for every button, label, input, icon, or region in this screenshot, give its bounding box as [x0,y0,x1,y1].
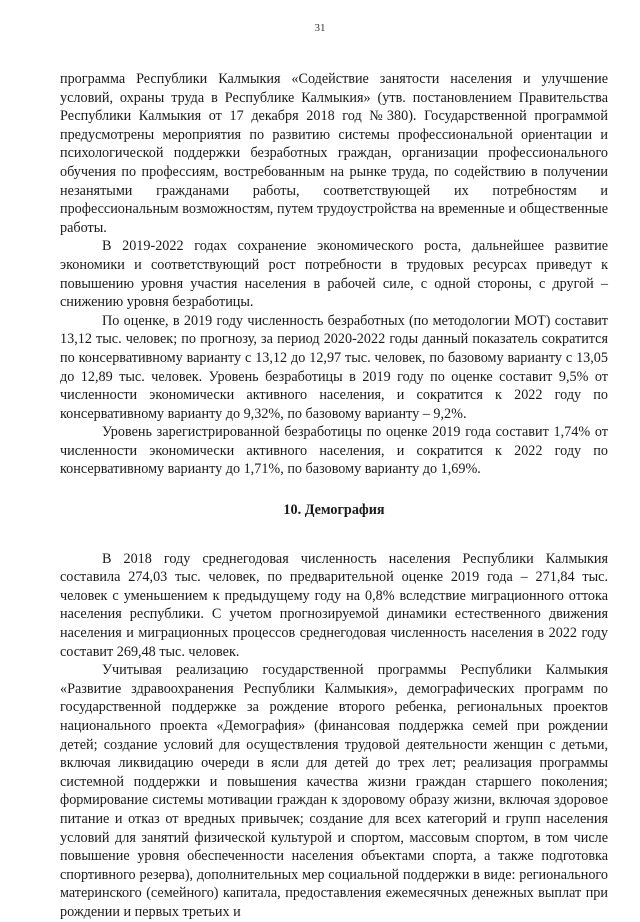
document-body [60,70,608,922]
section-heading-demography: 10. Демография [283,502,385,519]
paragraph-population: В 2018 году среднегодовая численность населения Республики Калмыкия составила 274,03 тыс. человек, по предварительной оценке 2019 года – 271,84 тыс. человек с уменьшением к предыдущему году на 0,8% вследствие миграционного оттока населения республики. С учетом прогнозируемой динамики естественного движения населения и миграционных процессов среднегодовая численность населения в 2022 году составит 269,48 тыс. человек. [60,550,608,660]
page-number: 31 [314,22,326,34]
paragraph-program-continuation: программа Республики Калмыкия «Содействие занятости населения и улучшение условий, охраны труда в Республике Калмыкия» (утв. постановлением Правительства Республики Калмыкия от 17 декабря 2018 год №380). Государственной программой предусмотрены мероприятия по развитию системы профессиональной ориентации и психологической поддержки безработных граждан, организации профессионального обучения по профессиям, востребованным на рынке труда, по содействию в получении незанятыми гражданами работы, соответствующей их потребностям и профессиональным возможностям, путем трудоустройства на временные и общественные работы. [60,71,608,236]
paragraph-registered-unemployment: Уровень зарегистрированной безработицы по оценке 2019 года составит 1,74% от численности экономически активного населения, и сократится к 2022 году по консервативному варианту до 1,71%, по базовому варианту до 1,69%. [60,424,608,478]
paragraph-demographic-programs: Учитывая реализацию государственной программы Республики Калмыкия «Развитие здравоохранения Республики Калмыкия», демографических программ по государственной поддержке за рождение второго ребенка, региональных проектов национального проекта «Демография» (финансовая поддержка семей при рождении детей; создание условий для осуществления трудовой деятельности женщин с детьми, включая ликвидацию очереди в ясли для детей до трех лет; реализация программы системной поддержки и повышения качества жизни граждан старшего поколения; формирование системы мотивации граждан к здоровому образу жизни, включая здоровое питание и отказ от вредных привычек; создание для всех категорий и групп населения условий для занятий физической культурой и спортом, массовым спортом, в том числе повышение уровня обеспеченности населения объектами спорта, а также подготовка спортивного резерва), дополнительных мер социальной поддержки в виде: регионального материнского (семейного) капитала, предоставления ежемесячных денежных выплат при рождении и первых третьих и [60,662,608,920]
paragraph-unemployment-estimate: По оценке, в 2019 году численность безработных (по методологии МОТ) составит 13,12 тыс. человек; по прогнозу, за период 2020-2022 годы данный показатель сократится по консервативному варианту с 13,12 до 12,97 тыс. человек, по базовому варианту с 13,05 до 12,89 тыс. человек. Уровень безработицы в 2019 году по оценке составит 9,5% от численности экономически активного населения, и сократится к 2022 году по консервативному варианту до 9,32%, по базовому варианту – 9,2%. [60,312,608,422]
paragraph-labor-forecast: В 2019-2022 годах сохранение экономического роста, дальнейшее развитие экономики и соответствующий рост потребности в трудовых ресурсах приведут к повышению уровня участия населения в рабочей силе, с одной стороны, с другой – снижению уровня безработицы. [60,238,608,311]
